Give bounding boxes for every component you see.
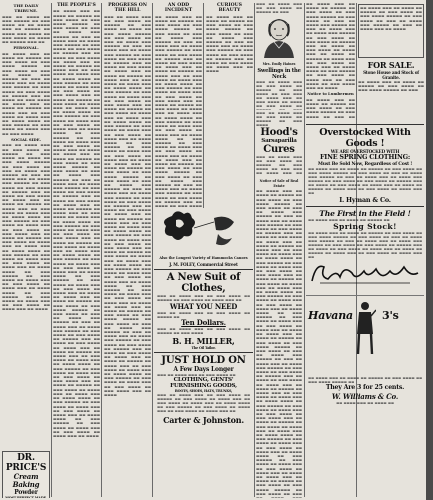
what-you-need-body: ▬▬▬ ▬▬ ▬▬▬▬ ▬▬▬ ▬▬ ▬▬▬ ▬▬▬▬ ▬▬ ▬▬▬▬▬ ▬▬: [157, 310, 250, 319]
notice-text: ▬▬ ▬▬▬▬ ▬▬▬ ▬▬ ▬▬▬▬ ▬▬ ▬▬▬▬▬ ▬▬ ▬▬▬ ▬▬▬▬ ▬▬ ▬▬▬ ▬▬▬▬ ▬▬▬▬▬ ▬▬ ▬▬▬ ▬▬▬▬ ▬▬ ▬▬▬ ▬▬ ▬▬▬▬ ▬▬▬ ▬▬▬▬▬ ▬▬ ▬▬▬ ▬▬ ▬▬▬▬ ▬▬▬ ▬▬ ▬▬▬▬ ▬▬▬ ▬▬▬▬▬ ▬▬ ▬▬▬ ▬▬▬▬ ▬▬ ▬▬▬ ▬▬▬▬ ▬▬ ▬▬▬▬▬ ▬▬▬ ▬▬ ▬▬▬▬ ▬▬ ▬▬▬ ▬▬▬▬ ▬▬ ▬▬▬▬ ▬▬▬ ▬▬ ▬▬▬▬ ▬▬ ▬▬▬▬▬ ▬▬ ▬▬▬▬ ▬▬▬ ▬▬ ▬▬▬ ▬▬▬▬ ▬▬ ▬▬▬▬ ▬▬▬ ▬▬ ▬▬▬▬ ▬▬▬▬ ▬▬ ▬▬▬ ▬▬▬▬▬ ▬▬ ▬▬▬ ▬▬▬▬ ▬▬ ▬▬▬▬ ▬▬▬ ▬▬ ▬▬▬ ▬▬▬▬ ▬▬ ▬▬▬ ▬▬▬▬ ▬▬▬ ▬▬ ▬▬▬▬ ▬▬ ▬▬▬▬▬ ▬▬ ▬▬▬ ▬▬▬▬ ▬▬ ▬▬▬▬ ▬▬▬ ▬▬ ▬▬▬▬ ▬▬▬ ▬▬ ▬▬▬▬ ▬▬▬▬ ▬▬ ▬▬▬ ▬▬▬▬▬ ▬▬ ▬▬▬ ▬▬▬▬ ▬▬ ▬▬▬▬ ▬▬▬ ▬▬ ▬▬▬ ▬▬▬▬ ▬▬ ▬▬▬▬ ▬▬▬ ▬▬ ▬▬▬▬ ▬▬▬▬ ▬▬ ▬▬▬ ▬▬▬▬▬ ▬▬ ▬▬▬ ▬▬▬▬ ▬▬ ▬▬▬▬ ▬▬▬ ▬▬ ▬▬▬ ▬▬▬▬ ▬▬ ▬▬▬▬ ▬▬▬ ▬▬ ▬▬▬▬ ▬▬ ▬▬▬▬ ▬▬▬ ▬▬ ▬▬▬▬ ▬▬ ▬▬▬▬▬ ▬▬ ▬▬▬ ▬▬▬▬ ▬▬ ▬▬▬ ▬▬▬▬ ▬▬▬▬▬ ▬▬ ▬▬▬ ▬▬▬▬ ▬▬ ▬▬▬ ▬▬ ▬▬▬▬ ▬▬▬ ▬▬▬▬▬ ▬▬ ▬▬▬ ▬▬ ▬▬▬▬ ▬▬▬ ▬▬ ▬▬▬▬ ▬▬▬ ▬▬▬▬▬ ▬▬ ▬▬▬ ▬▬▬▬ ▬▬ ▬▬▬ ▬▬▬▬ ▬▬ ▬▬▬▬▬ ▬▬▬ ▬▬ ▬▬▬▬ ▬▬ ▬▬▬ ▬▬▬▬ ▬▬ ▬▬▬▬ ▬▬▬ ▬▬ ▬▬▬▬ ▬▬ ▬▬▬▬▬ ▬▬ ▬▬▬▬ ▬▬▬ ▬▬ ▬▬▬ ▬▬▬▬ ▬▬ ▬▬▬▬ ▬▬▬ ▬▬ ▬▬▬▬ ▬▬▬▬ ▬▬ ▬▬▬ ▬▬▬▬▬ ▬▬ ▬▬▬ ▬▬▬▬ ▬▬ ▬▬▬▬ ▬▬▬ ▬▬ ▬▬▬ ▬▬▬▬ ▬▬ ▬▬▬ ▬▬▬▬ ▬▬▬ ▬▬ ▬▬▬▬ ▬▬ ▬▬▬▬▬ ▬▬ ▬▬▬ ▬▬▬▬ ▬▬ ▬▬▬▬ ▬▬▬ ▬▬ ▬▬▬▬ ▬▬▬ ▬▬ ▬▬▬▬ ▬▬▬▬ ▬▬ ▬▬▬ ▬▬▬▬▬ ▬▬ ▬▬▬ ▬▬▬▬ ▬▬ ▬▬▬▬ ▬▬▬ ▬▬ ▬▬▬ ▬▬▬▬ ▬▬ ▬▬▬▬ ▬▬▬ ▬▬ ▬▬▬▬ ▬▬▬▬ ▬▬ ▬▬▬ ▬▬▬▬▬ ▬▬ ▬▬▬ ▬▬▬▬ ▬▬ ▬▬▬▬ ▬▬▬ ▬▬ ▬▬▬ ▬▬▬▬ ▬▬ ▬▬▬▬ ▬▬▬ ▬▬ ▬▬▬▬ ▬▬ ▬▬▬▬ ▬▬▬ ▬▬ ▬▬▬▬ ▬▬ ▬▬▬▬▬ ▬▬ ▬▬▬ ▬▬▬▬ ▬▬ ▬▬▬ ▬▬▬▬ ▬▬▬▬▬ ▬▬ ▬▬▬ ▬▬▬▬ ▬▬ ▬▬▬: [256, 189, 302, 496]
column-5-title: CURIOUS BEAUTY: [217, 3, 242, 14]
portrait-ad-body: ▬▬▬ ▬▬ ▬▬▬▬ ▬▬▬ ▬▬ ▬▬▬ ▬▬▬▬ ▬▬ ▬▬▬▬▬ ▬▬ ▬▬▬ ▬▬▬▬ ▬▬ ▬▬▬ ▬▬▬ ▬▬ ▬▬▬▬ ▬▬▬ ▬▬ ▬▬▬ ▬▬▬▬ ▬▬ ▬▬▬▬ ▬▬ ▬▬▬ ▬▬▬▬ ▬▬ ▬▬▬▬▬ ▬▬ ▬▬▬: [256, 79, 302, 110]
column-1-text-lower: ▬▬▬ ▬▬ ▬▬▬▬ ▬▬▬ ▬▬ ▬▬▬ ▬▬▬▬ ▬▬ ▬▬▬▬▬ ▬▬ ▬▬▬ ▬▬▬▬ ▬▬ ▬▬▬▬ ▬▬ ▬▬▬ ▬▬▬▬ ▬▬▬▬▬ ▬▬ ▬▬▬ ▬▬▬▬ ▬▬ ▬▬▬ ▬▬ ▬▬▬▬ ▬▬▬ ▬▬▬▬▬ ▬▬ ▬▬▬ ▬▬ ▬▬▬▬ ▬▬▬ ▬▬ ▬▬▬▬ ▬▬▬ ▬▬▬▬▬ ▬▬ ▬▬▬ ▬▬▬▬ ▬▬ ▬▬▬ ▬▬▬▬ ▬▬ ▬▬▬▬▬ ▬▬▬ ▬▬ ▬▬▬▬ ▬▬ ▬▬▬ ▬▬▬▬ ▬▬ ▬▬▬▬ ▬▬▬ ▬▬ ▬▬▬▬ ▬▬ ▬▬▬▬▬ ▬▬ ▬▬▬▬ ▬▬▬ ▬▬ ▬▬▬ ▬▬▬▬ ▬▬ ▬▬▬▬ ▬▬▬ ▬▬ ▬▬▬▬ ▬▬▬▬ ▬▬ ▬▬▬ ▬▬▬▬▬ ▬▬ ▬▬▬ ▬▬▬▬ ▬▬ ▬▬▬▬ ▬▬▬ ▬▬ ▬▬▬ ▬▬▬▬ ▬▬ ▬▬▬ ▬▬▬▬ ▬▬▬ ▬▬ ▬▬▬▬ ▬▬ ▬▬▬▬▬ ▬▬ ▬▬▬ ▬▬▬▬ ▬▬ ▬▬▬▬ ▬▬▬ ▬▬ ▬▬▬▬ ▬▬▬ ▬▬ ▬▬▬▬ ▬▬▬▬ ▬▬ ▬▬▬ ▬▬▬▬▬ ▬▬ ▬▬▬ ▬▬▬▬ ▬▬ ▬▬▬▬ ▬▬▬ ▬▬ ▬▬▬ ▬▬▬▬ ▬▬ ▬▬▬▬ ▬▬▬ ▬▬ ▬▬▬▬ ▬▬▬▬ ▬▬ ▬▬▬ ▬▬▬▬▬ ▬▬ ▬▬▬ ▬▬▬▬ ▬▬ ▬▬▬▬ ▬▬▬ ▬▬ ▬▬▬ ▬▬▬▬ ▬▬ ▬▬▬▬ ▬▬▬ ▬▬ ▬▬▬▬ ▬▬▬▬ ▬▬ ▬▬▬ ▬▬▬▬▬ ▬▬ ▬▬▬ ▬▬▬▬ ▬▬ ▬▬▬▬ ▬▬▬ ▬▬ ▬▬▬ ▬▬▬▬ ▬▬ ▬▬▬▬ ▬▬▬ ▬▬ ▬▬▬▬: [2, 143, 50, 312]
divider: [154, 269, 253, 270]
miller-name: B. H. MILLER,: [172, 335, 235, 346]
must-be-sold: Must Be Sold Now, Regardless of Cost !: [317, 161, 413, 167]
hoods-ad: [254, 111, 304, 175]
ten-dollars: Ten Dollars.: [181, 317, 226, 327]
right-ads: [306, 122, 424, 494]
havana-word: Havana: [308, 309, 353, 323]
portrait-ad: [254, 2, 304, 110]
stone-house-ad: [358, 4, 424, 58]
hoods-sarsaparilla: Sarsaparilla: [261, 138, 297, 144]
overstocked-sub: WE ARE OVERSTOCKED WITH: [330, 149, 400, 154]
stone-text: ▬▬ ▬▬▬▬ ▬▬▬ ▬▬ ▬▬▬▬ ▬▬ ▬▬▬▬▬ ▬▬ ▬▬▬ ▬▬▬▬ ▬▬ ▬▬▬ ▬▬▬▬ ▬▬▬▬▬ ▬▬ ▬▬▬: [358, 80, 424, 93]
social-heading: SOCIAL SIDE.: [11, 136, 41, 142]
stone-intro: ▬▬ ▬▬▬▬ ▬▬▬ ▬▬ ▬▬▬▬ ▬▬ ▬▬▬▬▬ ▬▬ ▬▬▬ ▬▬▬▬ ▬▬ ▬▬▬ ▬▬▬▬ ▬▬▬▬▬ ▬▬ ▬▬▬ ▬▬▬▬ ▬▬ ▬▬▬ ▬▬ ▬▬▬▬ ▬▬▬ ▬▬▬▬▬ ▬▬ ▬▬▬ ▬▬ ▬▬▬▬ ▬▬▬ ▬▬ ▬▬▬▬: [360, 6, 422, 32]
divider: [306, 124, 424, 125]
column-3-title: PROGRESS ON THE HILL: [108, 3, 147, 14]
clothing-sub: BOOTS, SHOES, HATS, TRUNKS,: [174, 389, 233, 394]
hyman-name: I. Hyman & Co.: [339, 196, 391, 205]
divider: [154, 352, 253, 353]
column-rule: [101, 3, 102, 497]
column-5: [206, 2, 253, 208]
spring-stock: Spring Stock!: [333, 222, 397, 232]
ad-brand-line3: Powder: [14, 489, 38, 496]
havana-ad: [306, 298, 424, 376]
hold-on-headline: JUST HOLD ON: [161, 354, 246, 366]
hoods-title: Hood's: [260, 127, 298, 138]
carter-johnston: Carter & Johnston.: [163, 415, 244, 426]
hold-on-intro: ▬▬▬ ▬▬ ▬▬▬▬ ▬▬▬ ▬▬ ▬▬▬ ▬▬▬▬ ▬▬: [157, 372, 236, 377]
first-in-field: The First in the Field !: [319, 209, 411, 219]
column-3: [104, 2, 151, 498]
column-1: [2, 2, 50, 498]
new-suit-headline: A New Suit of Clothes,: [166, 271, 241, 294]
personal-heading: PERSONAL.: [13, 45, 39, 51]
column-rule: [304, 3, 305, 497]
williams-address: ▬▬ ▬▬▬▬ ▬▬▬ ▬▬ ▬▬▬▬ ▬▬: [336, 400, 394, 405]
column-6-text: ▬▬ ▬▬▬▬ ▬▬▬ ▬▬ ▬▬▬▬ ▬▬ ▬▬▬▬▬ ▬▬ ▬▬▬ ▬▬▬▬ ▬▬ ▬▬▬ ▬▬▬▬ ▬▬▬▬▬ ▬▬ ▬▬▬ ▬▬▬▬ ▬▬ ▬▬▬ ▬▬ ▬▬▬▬ ▬▬▬ ▬▬▬▬▬ ▬▬ ▬▬▬ ▬▬ ▬▬▬▬ ▬▬▬ ▬▬ ▬▬▬▬ ▬▬▬ ▬▬▬▬▬ ▬▬ ▬▬▬ ▬▬▬▬ ▬▬ ▬▬▬ ▬▬▬▬ ▬▬ ▬▬▬▬▬ ▬▬▬ ▬▬ ▬▬▬▬ ▬▬ ▬▬▬ ▬▬▬▬ ▬▬ ▬▬▬▬ ▬▬▬ ▬▬ ▬▬▬▬ ▬▬ ▬▬▬▬▬ ▬▬ ▬▬▬▬ ▬▬▬ ▬▬ ▬▬▬ ▬▬▬▬ ▬▬ ▬▬▬▬ ▬▬▬ ▬▬ ▬▬▬▬ ▬▬▬▬ ▬▬ ▬▬▬ ▬▬▬▬▬ ▬▬ ▬▬▬ ▬▬▬▬ ▬▬ ▬▬▬▬ ▬▬▬ ▬▬ ▬▬▬ ▬▬▬▬ ▬▬ ▬▬▬ ▬▬▬▬ ▬▬▬ ▬▬ ▬▬▬▬: [306, 2, 355, 91]
notice-column: [256, 177, 302, 498]
hoods-cures: Cures: [263, 144, 295, 156]
hoods-intro: ▬▬▬ ▬▬ ▬▬▬▬ ▬▬▬ ▬▬ ▬▬▬ ▬▬▬▬ ▬▬ ▬▬▬▬▬ ▬▬ ▬▬▬ ▬▬▬▬: [256, 111, 302, 127]
man-figure-illustration: [354, 300, 376, 356]
hold-on-body: ▬▬▬ ▬▬ ▬▬▬▬ ▬▬▬ ▬▬ ▬▬▬ ▬▬▬▬ ▬▬ ▬▬▬▬▬ ▬▬ ▬▬▬ ▬▬▬▬ ▬▬ ▬▬▬▬ ▬▬▬ ▬▬ ▬▬▬ ▬▬▬▬ ▬▬ ▬▬▬▬ ▬▬▬ ▬▬ ▬▬▬▬ ▬▬▬▬ ▬▬ ▬▬▬ ▬▬▬▬▬ ▬▬ ▬▬▬ ▬▬▬▬ ▬▬ ▬▬▬▬ ▬▬▬ ▬▬ ▬▬▬ ▬▬▬▬ ▬▬ ▬▬▬▬ ▬▬▬ ▬▬: [157, 393, 250, 414]
havana-body: ▬▬ ▬▬▬▬ ▬▬▬ ▬▬ ▬▬▬▬ ▬▬ ▬▬▬▬▬ ▬▬ ▬▬▬ ▬▬▬▬ ▬▬ ▬▬▬ ▬▬▬▬ ▬▬▬▬▬ ▬▬: [308, 376, 422, 385]
hammock-ad-illustration: [154, 208, 253, 250]
column-rule: [51, 3, 52, 497]
overstocked-headline: Overstocked With Goods !: [319, 127, 411, 149]
column-4-text: ▬▬ ▬▬▬▬ ▬▬▬ ▬▬ ▬▬▬▬ ▬▬ ▬▬▬▬▬ ▬▬ ▬▬▬ ▬▬▬▬ ▬▬ ▬▬▬ ▬▬▬▬ ▬▬▬▬▬ ▬▬ ▬▬▬ ▬▬▬▬ ▬▬ ▬▬▬ ▬▬ ▬▬▬▬ ▬▬▬ ▬▬▬▬▬ ▬▬ ▬▬▬ ▬▬ ▬▬▬▬ ▬▬▬ ▬▬ ▬▬▬▬ ▬▬▬ ▬▬▬▬▬ ▬▬ ▬▬▬ ▬▬▬▬ ▬▬ ▬▬▬ ▬▬▬▬ ▬▬ ▬▬▬▬▬ ▬▬▬ ▬▬ ▬▬▬▬ ▬▬ ▬▬▬ ▬▬▬▬ ▬▬ ▬▬▬▬ ▬▬▬ ▬▬ ▬▬▬▬ ▬▬ ▬▬▬▬▬ ▬▬ ▬▬▬▬ ▬▬▬ ▬▬ ▬▬▬ ▬▬▬▬ ▬▬ ▬▬▬▬ ▬▬▬ ▬▬ ▬▬▬▬ ▬▬▬▬ ▬▬ ▬▬▬ ▬▬▬▬▬ ▬▬ ▬▬▬ ▬▬▬▬ ▬▬ ▬▬▬▬ ▬▬▬ ▬▬ ▬▬▬ ▬▬▬▬ ▬▬ ▬▬▬ ▬▬▬▬ ▬▬▬ ▬▬ ▬▬▬▬ ▬▬ ▬▬▬▬▬ ▬▬ ▬▬▬ ▬▬▬▬ ▬▬ ▬▬▬▬ ▬▬▬ ▬▬ ▬▬▬▬ ▬▬▬ ▬▬ ▬▬▬▬ ▬▬▬▬ ▬▬ ▬▬▬ ▬▬▬▬▬ ▬▬ ▬▬▬ ▬▬▬▬ ▬▬ ▬▬▬▬ ▬▬▬ ▬▬ ▬▬▬ ▬▬▬▬ ▬▬ ▬▬▬▬ ▬▬▬ ▬▬ ▬▬▬▬ ▬▬▬▬ ▬▬ ▬▬▬ ▬▬▬▬▬ ▬▬ ▬▬▬ ▬▬▬▬ ▬▬ ▬▬▬▬ ▬▬▬ ▬▬ ▬▬▬ ▬▬▬▬ ▬▬ ▬▬▬▬ ▬▬▬ ▬▬ ▬▬▬▬ ▬▬ ▬▬▬▬ ▬▬▬ ▬▬ ▬▬▬▬ ▬▬ ▬▬▬▬▬ ▬▬ ▬▬▬ ▬▬▬▬ ▬▬ ▬▬▬ ▬▬▬▬ ▬▬▬▬▬ ▬▬ ▬▬▬ ▬▬▬▬ ▬▬ ▬▬▬ ▬▬ ▬▬▬▬ ▬▬▬ ▬▬▬▬▬ ▬▬ ▬▬▬ ▬▬ ▬▬▬▬ ▬▬▬ ▬▬ ▬▬▬▬ ▬▬▬ ▬▬▬▬▬ ▬▬ ▬▬▬ ▬▬▬▬ ▬▬ ▬▬▬ ▬▬▬▬ ▬▬ ▬▬▬▬▬ ▬▬▬ ▬▬ ▬▬▬▬ ▬▬ ▬▬▬ ▬▬▬▬: [155, 14, 202, 208]
column-2-title: THE PEOPLE'S: [57, 3, 96, 8]
column-6: [306, 2, 355, 120]
williams-co: W. Williams & Co.: [331, 391, 399, 401]
divider: [306, 206, 424, 207]
stone-house: Stone House and Stock of Granite.: [363, 70, 419, 80]
overstocked-body: ▬▬ ▬▬▬▬ ▬▬▬ ▬▬ ▬▬▬▬ ▬▬ ▬▬▬▬▬ ▬▬ ▬▬▬ ▬▬▬▬ ▬▬ ▬▬▬ ▬▬▬▬ ▬▬▬▬▬ ▬▬ ▬▬▬ ▬▬▬▬ ▬▬ ▬▬▬ ▬▬ ▬▬▬▬ ▬▬▬ ▬▬▬▬▬ ▬▬ ▬▬▬ ▬▬ ▬▬▬▬ ▬▬▬ ▬▬ ▬▬▬▬ ▬▬▬ ▬▬▬▬▬ ▬▬ ▬▬▬ ▬▬▬▬ ▬▬ ▬▬▬ ▬▬▬▬ ▬▬ ▬▬▬▬▬ ▬▬▬ ▬▬ ▬▬▬▬ ▬▬ ▬▬▬ ▬▬▬▬ ▬▬ ▬▬▬▬ ▬▬▬ ▬▬ ▬▬▬▬ ▬▬ ▬▬▬▬▬ ▬▬ ▬▬▬▬ ▬▬▬ ▬▬ ▬▬▬ ▬▬▬▬ ▬▬ ▬▬▬▬ ▬▬▬ ▬▬: [308, 167, 422, 196]
spring-stock-body: ▬▬ ▬▬▬▬ ▬▬▬ ▬▬ ▬▬▬▬ ▬▬ ▬▬▬▬▬ ▬▬ ▬▬▬ ▬▬▬▬ ▬▬ ▬▬▬ ▬▬▬▬ ▬▬▬▬▬ ▬▬ ▬▬▬ ▬▬▬▬ ▬▬ ▬▬▬ ▬▬ ▬▬▬▬ ▬▬▬ ▬▬▬▬▬ ▬▬ ▬▬▬ ▬▬ ▬▬▬▬ ▬▬▬ ▬▬ ▬▬▬▬ ▬▬▬ ▬▬▬▬▬ ▬▬ ▬▬▬ ▬▬▬▬ ▬▬ ▬▬▬ ▬▬▬▬ ▬▬ ▬▬▬▬▬ ▬▬▬ ▬▬ ▬▬▬▬ ▬▬ ▬▬▬ ▬▬▬▬ ▬▬ ▬▬▬▬ ▬▬▬ ▬▬ ▬▬▬▬ ▬▬ ▬▬▬▬▬ ▬▬ ▬▬▬▬ ▬▬▬ ▬▬ ▬▬▬ ▬▬▬▬ ▬▬ ▬▬▬▬ ▬▬▬ ▬▬: [308, 231, 422, 260]
spring-clothing: FINE SPRING CLOTHING:: [319, 153, 411, 161]
lumbermen-heading: Notice to Lumbermen: [307, 91, 354, 97]
merchant-signature: [306, 259, 424, 289]
hammock-line: Also the Longest Variety of Hammocks Canoes: [159, 256, 248, 260]
ad-brand-line2: Cream Baking: [12, 472, 40, 489]
ten-dollars-body: ▬▬▬ ▬▬ ▬▬▬▬ ▬▬▬ ▬▬ ▬▬▬ ▬▬▬▬ ▬▬ ▬▬▬▬▬ ▬▬ ▬▬▬ ▬▬▬▬: [157, 326, 250, 335]
notice-heading: Notice of Sale of Real Estate: [259, 179, 299, 188]
new-suit-body: ▬▬▬ ▬▬ ▬▬▬▬ ▬▬▬ ▬▬ ▬▬▬ ▬▬▬▬ ▬▬ ▬▬▬▬▬ ▬▬ ▬▬▬ ▬▬▬▬ ▬▬ ▬▬▬▬ ▬▬▬ ▬▬: [157, 293, 250, 302]
column-1-text-top: ▬▬▬ ▬▬ ▬▬▬▬ ▬▬ ▬▬▬ ▬▬▬▬▬ ▬▬ ▬▬▬ ▬▬▬▬ ▬▬ ▬▬ ▬▬▬▬ ▬▬▬ ▬▬ ▬▬▬▬▬ ▬▬ ▬▬▬▬ ▬▬▬ ▬▬▬▬ ▬▬ ▬▬▬ ▬▬▬▬ ▬▬ ▬▬▬▬ ▬▬ ▬▬▬▬▬ ▬▬▬ ▬▬: [2, 14, 50, 45]
foley-line: J. M. FOLEY, Commercial Street: [169, 261, 238, 267]
what-you-need: WHAT YOU NEED: [169, 301, 238, 311]
portrait-ad-intro: ▬▬▬ ▬▬ ▬▬▬▬ ▬▬▬ ▬▬ ▬▬▬ ▬▬▬▬ ▬▬ ▬▬▬▬▬ ▬▬ ▬▬▬: [256, 2, 302, 14]
dr-prices-ad: [2, 451, 50, 498]
clothing-line: CLOTHING, GENTS' FURNISHING GOODS,: [170, 376, 237, 389]
column-2: [53, 2, 100, 498]
column-rule: [152, 3, 153, 497]
miller-sub: The Oil Tailor.: [191, 345, 216, 350]
lumbermen-text: ▬▬ ▬▬▬▬ ▬▬▬ ▬▬ ▬▬▬▬ ▬▬ ▬▬▬▬▬ ▬▬ ▬▬▬ ▬▬▬▬ ▬▬ ▬▬▬ ▬▬▬▬ ▬▬▬▬▬ ▬▬ ▬▬▬ ▬▬▬▬ ▬▬ ▬▬▬ ▬▬: [306, 97, 355, 119]
column-5-text-top: ▬▬ ▬▬▬▬ ▬▬▬ ▬▬ ▬▬▬▬ ▬▬ ▬▬▬▬▬ ▬▬ ▬▬▬ ▬▬▬▬ ▬▬ ▬▬▬ ▬▬▬▬ ▬▬▬▬▬ ▬▬ ▬▬▬ ▬▬▬▬ ▬▬ ▬▬▬ ▬▬ ▬▬▬▬ ▬▬▬ ▬▬▬▬▬ ▬▬ ▬▬▬ ▬▬ ▬▬▬▬ ▬▬▬ ▬▬ ▬▬▬▬ ▬▬▬ ▬▬▬▬▬ ▬▬ ▬▬▬ ▬▬▬▬ ▬▬ ▬▬▬ ▬▬▬▬ ▬▬ ▬▬▬▬▬ ▬▬▬ ▬▬ ▬▬▬▬ ▬▬ ▬▬▬ ▬▬▬▬ ▬▬ ▬▬▬▬ ▬▬▬ ▬▬ ▬▬▬▬: [206, 14, 253, 74]
three-for-25: They Are 3 for 25 cents.: [325, 384, 405, 392]
column-2-text: ▬▬ ▬▬▬▬ ▬▬▬ ▬▬ ▬▬▬▬ ▬▬ ▬▬▬▬▬ ▬▬ ▬▬▬ ▬▬▬▬ ▬▬ ▬▬▬ ▬▬▬▬ ▬▬▬▬▬ ▬▬ ▬▬▬ ▬▬▬▬ ▬▬ ▬▬▬ ▬▬ ▬▬▬▬ ▬▬▬ ▬▬▬▬▬ ▬▬ ▬▬▬ ▬▬ ▬▬▬▬ ▬▬▬ ▬▬ ▬▬▬▬ ▬▬▬ ▬▬▬▬▬ ▬▬ ▬▬▬ ▬▬▬▬ ▬▬ ▬▬▬ ▬▬▬▬ ▬▬ ▬▬▬▬▬ ▬▬▬ ▬▬ ▬▬▬▬ ▬▬ ▬▬▬ ▬▬▬▬ ▬▬ ▬▬▬▬ ▬▬▬ ▬▬ ▬▬▬▬ ▬▬ ▬▬▬▬▬ ▬▬ ▬▬▬▬ ▬▬▬ ▬▬ ▬▬▬ ▬▬▬▬ ▬▬ ▬▬▬▬ ▬▬▬ ▬▬ ▬▬▬▬ ▬▬▬▬ ▬▬ ▬▬▬ ▬▬▬▬▬ ▬▬ ▬▬▬ ▬▬▬▬ ▬▬ ▬▬▬▬ ▬▬▬ ▬▬ ▬▬▬ ▬▬▬▬ ▬▬ ▬▬▬ ▬▬▬▬ ▬▬▬ ▬▬ ▬▬▬▬ ▬▬ ▬▬▬▬▬ ▬▬ ▬▬▬ ▬▬▬▬ ▬▬ ▬▬▬▬ ▬▬▬ ▬▬ ▬▬▬▬ ▬▬▬ ▬▬ ▬▬▬▬ ▬▬▬▬ ▬▬ ▬▬▬ ▬▬▬▬▬ ▬▬ ▬▬▬ ▬▬▬▬ ▬▬ ▬▬▬▬ ▬▬▬ ▬▬ ▬▬▬ ▬▬▬▬ ▬▬ ▬▬▬▬ ▬▬▬ ▬▬ ▬▬▬▬ ▬▬▬▬ ▬▬ ▬▬▬ ▬▬▬▬▬ ▬▬ ▬▬▬ ▬▬▬▬ ▬▬ ▬▬▬▬ ▬▬▬ ▬▬ ▬▬▬ ▬▬▬▬ ▬▬ ▬▬▬▬ ▬▬▬ ▬▬ ▬▬▬▬ ▬▬ ▬▬▬▬ ▬▬▬ ▬▬ ▬▬▬▬ ▬▬ ▬▬▬▬▬ ▬▬ ▬▬▬ ▬▬▬▬ ▬▬ ▬▬▬ ▬▬▬▬ ▬▬▬▬▬ ▬▬ ▬▬▬ ▬▬▬▬ ▬▬ ▬▬▬ ▬▬ ▬▬▬▬ ▬▬▬ ▬▬▬▬▬ ▬▬ ▬▬▬ ▬▬ ▬▬▬▬ ▬▬▬ ▬▬ ▬▬▬▬ ▬▬▬ ▬▬▬▬▬ ▬▬ ▬▬▬ ▬▬▬▬ ▬▬ ▬▬▬ ▬▬▬▬ ▬▬ ▬▬▬▬▬ ▬▬▬ ▬▬ ▬▬▬▬ ▬▬ ▬▬▬ ▬▬▬▬ ▬▬ ▬▬▬▬ ▬▬▬ ▬▬ ▬▬▬▬ ▬▬ ▬▬▬▬▬ ▬▬ ▬▬▬▬ ▬▬▬ ▬▬ ▬▬▬ ▬▬▬▬ ▬▬ ▬▬▬▬ ▬▬▬ ▬▬ ▬▬▬▬ ▬▬▬▬ ▬▬ ▬▬▬ ▬▬▬▬▬ ▬▬ ▬▬▬ ▬▬▬▬ ▬▬ ▬▬▬▬ ▬▬▬ ▬▬ ▬▬▬ ▬▬▬▬ ▬▬ ▬▬▬ ▬▬▬▬ ▬▬▬ ▬▬ ▬▬▬▬ ▬▬ ▬▬▬▬▬ ▬▬ ▬▬▬ ▬▬▬▬ ▬▬ ▬▬▬▬ ▬▬▬ ▬▬ ▬▬▬▬ ▬▬▬ ▬▬ ▬▬▬▬ ▬▬▬▬ ▬▬ ▬▬▬ ▬▬▬▬▬ ▬▬ ▬▬▬ ▬▬▬▬ ▬▬ ▬▬▬▬ ▬▬▬ ▬▬ ▬▬▬ ▬▬▬▬ ▬▬ ▬▬▬▬ ▬▬▬ ▬▬ ▬▬▬▬ ▬▬▬▬ ▬▬ ▬▬▬ ▬▬▬▬▬ ▬▬ ▬▬▬ ▬▬▬▬ ▬▬ ▬▬▬▬ ▬▬▬ ▬▬ ▬▬▬ ▬▬▬▬ ▬▬ ▬▬▬▬ ▬▬▬ ▬▬ ▬▬▬▬ ▬▬ ▬▬▬▬ ▬▬▬ ▬▬ ▬▬▬▬ ▬▬ ▬▬▬▬▬ ▬▬ ▬▬▬ ▬▬▬▬ ▬▬ ▬▬▬ ▬▬▬▬ ▬▬▬▬▬ ▬▬ ▬▬▬ ▬▬▬▬ ▬▬ ▬▬▬ ▬▬ ▬▬▬▬ ▬▬▬ ▬▬▬▬▬ ▬▬ ▬▬▬ ▬▬ ▬▬▬▬ ▬▬▬ ▬▬ ▬▬▬▬ ▬▬▬ ▬▬▬▬▬ ▬▬ ▬▬▬ ▬▬▬▬ ▬▬ ▬▬▬ ▬▬▬▬ ▬▬ ▬▬▬▬▬ ▬▬▬ ▬▬ ▬▬▬▬ ▬▬ ▬▬▬ ▬▬▬▬ ▬▬ ▬▬▬▬ ▬▬▬ ▬▬ ▬▬▬▬ ▬▬ ▬▬▬▬▬ ▬▬ ▬▬▬▬ ▬▬▬ ▬▬ ▬▬▬ ▬▬▬▬ ▬▬ ▬▬▬▬ ▬▬▬ ▬▬ ▬▬▬▬ ▬▬▬▬ ▬▬ ▬▬▬ ▬▬▬▬▬ ▬▬ ▬▬▬ ▬▬▬▬ ▬▬ ▬▬▬▬ ▬▬▬ ▬▬ ▬▬▬ ▬▬▬▬ ▬▬ ▬▬▬ ▬▬▬▬ ▬▬▬ ▬▬ ▬▬▬▬ ▬▬ ▬▬▬▬▬ ▬▬ ▬▬▬ ▬▬▬▬ ▬▬ ▬▬▬▬ ▬▬▬ ▬▬ ▬▬▬▬ ▬▬▬ ▬▬ ▬▬▬▬ ▬▬▬▬ ▬▬ ▬▬▬ ▬▬▬▬▬ ▬▬ ▬▬▬ ▬▬▬▬ ▬▬ ▬▬▬▬ ▬▬▬ ▬▬ ▬▬▬ ▬▬▬▬ ▬▬ ▬▬▬▬ ▬▬▬ ▬▬ ▬▬▬▬ ▬▬▬▬ ▬▬ ▬▬▬ ▬▬▬▬▬ ▬▬ ▬▬▬ ▬▬▬▬ ▬▬ ▬▬▬▬ ▬▬▬ ▬▬ ▬▬▬ ▬▬▬▬ ▬▬ ▬▬▬▬ ▬▬▬ ▬▬ ▬▬▬▬: [53, 9, 100, 438]
column-7: [358, 2, 424, 120]
divider: [306, 295, 424, 296]
woman-portrait-illustration: [254, 14, 304, 58]
page-edge-shadow: [426, 0, 433, 500]
masthead-title: THE DAILY TRIBUNE.: [13, 3, 39, 14]
first-in-field-intro: ▬▬ ▬▬▬▬ ▬▬▬ ▬▬ ▬▬▬▬ ▬▬ ▬▬▬▬▬ ▬▬: [308, 218, 390, 223]
portrait-caption: Mrs. Emily Haines: [262, 62, 296, 66]
column-1-text-mid: ▬▬ ▬▬▬▬ ▬▬▬ ▬▬ ▬▬▬▬ ▬▬ ▬▬▬▬▬ ▬▬ ▬▬▬ ▬▬▬▬ ▬▬ ▬▬▬ ▬▬▬▬ ▬▬▬▬▬ ▬▬ ▬▬▬ ▬▬▬▬ ▬▬ ▬▬▬ ▬▬ ▬▬▬▬ ▬▬▬ ▬▬▬▬▬ ▬▬ ▬▬▬ ▬▬ ▬▬▬▬ ▬▬▬ ▬▬ ▬▬▬▬ ▬▬▬ ▬▬▬▬▬ ▬▬ ▬▬▬ ▬▬▬▬ ▬▬ ▬▬▬ ▬▬▬▬ ▬▬ ▬▬▬▬▬ ▬▬▬ ▬▬ ▬▬▬▬ ▬▬ ▬▬▬ ▬▬▬▬ ▬▬ ▬▬▬▬ ▬▬▬ ▬▬ ▬▬▬▬ ▬▬ ▬▬▬▬▬ ▬▬ ▬▬▬▬ ▬▬▬ ▬▬ ▬▬▬ ▬▬▬▬ ▬▬ ▬▬▬▬ ▬▬▬ ▬▬ ▬▬▬▬ ▬▬▬▬ ▬▬ ▬▬▬ ▬▬▬▬▬ ▬▬ ▬▬▬ ▬▬▬▬ ▬▬ ▬▬▬▬ ▬▬▬ ▬▬ ▬▬▬ ▬▬▬▬: [2, 51, 50, 136]
havana-3s: 3's: [382, 309, 399, 323]
column-3-text: ▬▬▬ ▬▬ ▬▬▬▬ ▬▬▬ ▬▬ ▬▬▬ ▬▬▬▬ ▬▬ ▬▬▬▬▬ ▬▬ ▬▬▬ ▬▬▬▬ ▬▬ ▬▬▬▬ ▬▬ ▬▬▬ ▬▬▬▬ ▬▬▬▬▬ ▬▬ ▬▬▬ ▬▬▬▬ ▬▬ ▬▬▬ ▬▬ ▬▬▬▬ ▬▬▬ ▬▬▬▬▬ ▬▬ ▬▬▬ ▬▬ ▬▬▬▬ ▬▬▬ ▬▬ ▬▬▬▬ ▬▬▬ ▬▬▬▬▬ ▬▬ ▬▬▬ ▬▬▬▬ ▬▬ ▬▬▬ ▬▬▬▬ ▬▬ ▬▬▬▬▬ ▬▬▬ ▬▬ ▬▬▬▬ ▬▬ ▬▬▬ ▬▬▬▬ ▬▬ ▬▬▬▬ ▬▬▬ ▬▬ ▬▬▬▬ ▬▬ ▬▬▬▬▬ ▬▬ ▬▬▬▬ ▬▬▬ ▬▬ ▬▬▬ ▬▬▬▬ ▬▬ ▬▬▬▬ ▬▬▬ ▬▬ ▬▬▬▬ ▬▬▬▬ ▬▬ ▬▬▬ ▬▬▬▬▬ ▬▬ ▬▬▬ ▬▬▬▬ ▬▬ ▬▬▬▬ ▬▬▬ ▬▬ ▬▬▬ ▬▬▬▬ ▬▬ ▬▬▬ ▬▬▬▬ ▬▬▬ ▬▬ ▬▬▬▬ ▬▬ ▬▬▬▬▬ ▬▬ ▬▬▬ ▬▬▬▬ ▬▬ ▬▬▬▬ ▬▬▬ ▬▬ ▬▬▬▬ ▬▬▬ ▬▬ ▬▬▬▬ ▬▬▬▬ ▬▬ ▬▬▬ ▬▬▬▬▬ ▬▬ ▬▬▬ ▬▬▬▬ ▬▬ ▬▬▬▬ ▬▬▬ ▬▬ ▬▬▬ ▬▬▬▬ ▬▬ ▬▬▬▬ ▬▬▬ ▬▬ ▬▬▬▬ ▬▬▬▬ ▬▬ ▬▬▬ ▬▬▬▬▬ ▬▬ ▬▬▬ ▬▬▬▬ ▬▬ ▬▬▬▬ ▬▬▬ ▬▬ ▬▬▬ ▬▬▬▬ ▬▬ ▬▬▬▬ ▬▬▬ ▬▬ ▬▬▬▬ ▬▬ ▬▬▬▬ ▬▬▬ ▬▬ ▬▬▬▬ ▬▬ ▬▬▬▬▬ ▬▬ ▬▬▬ ▬▬▬▬ ▬▬ ▬▬▬ ▬▬▬▬ ▬▬▬▬▬ ▬▬ ▬▬▬ ▬▬▬▬ ▬▬ ▬▬▬ ▬▬ ▬▬▬▬ ▬▬▬ ▬▬▬▬▬ ▬▬ ▬▬▬ ▬▬ ▬▬▬▬ ▬▬▬ ▬▬ ▬▬▬▬ ▬▬▬ ▬▬▬▬▬ ▬▬ ▬▬▬ ▬▬▬▬ ▬▬ ▬▬▬ ▬▬▬▬ ▬▬ ▬▬▬▬▬ ▬▬▬ ▬▬ ▬▬▬▬ ▬▬ ▬▬▬ ▬▬▬▬ ▬▬ ▬▬▬▬ ▬▬▬ ▬▬ ▬▬▬▬ ▬▬ ▬▬▬▬▬ ▬▬ ▬▬▬▬ ▬▬▬ ▬▬ ▬▬▬ ▬▬▬▬ ▬▬ ▬▬▬▬ ▬▬▬ ▬▬ ▬▬▬▬ ▬▬▬▬ ▬▬ ▬▬▬ ▬▬▬▬▬ ▬▬ ▬▬▬ ▬▬▬▬ ▬▬ ▬▬▬▬ ▬▬▬ ▬▬ ▬▬▬ ▬▬▬▬ ▬▬ ▬▬▬ ▬▬▬▬ ▬▬▬ ▬▬ ▬▬▬▬ ▬▬ ▬▬▬▬▬ ▬▬ ▬▬▬ ▬▬▬▬ ▬▬ ▬▬▬▬ ▬▬▬ ▬▬ ▬▬▬▬ ▬▬▬ ▬▬ ▬▬▬▬ ▬▬▬▬ ▬▬ ▬▬▬ ▬▬▬▬▬ ▬▬ ▬▬▬ ▬▬▬▬ ▬▬ ▬▬▬▬ ▬▬▬ ▬▬ ▬▬▬ ▬▬▬▬ ▬▬ ▬▬▬▬ ▬▬▬ ▬▬ ▬▬▬▬ ▬▬▬▬ ▬▬ ▬▬▬ ▬▬▬▬▬ ▬▬ ▬▬▬ ▬▬▬▬ ▬▬ ▬▬▬▬ ▬▬▬ ▬▬ ▬▬▬ ▬▬▬▬ ▬▬ ▬▬▬▬ ▬▬▬ ▬▬ ▬▬▬▬ ▬▬ ▬▬▬▬ ▬▬▬ ▬▬ ▬▬▬▬ ▬▬ ▬▬▬▬▬ ▬▬ ▬▬▬ ▬▬▬▬ ▬▬ ▬▬▬ ▬▬▬▬ ▬▬▬▬▬ ▬▬ ▬▬▬ ▬▬▬▬ ▬▬ ▬▬▬ ▬▬ ▬▬▬▬ ▬▬▬ ▬▬▬▬▬ ▬▬ ▬▬▬ ▬▬ ▬▬▬▬ ▬▬▬ ▬▬ ▬▬▬▬ ▬▬▬ ▬▬▬▬▬ ▬▬ ▬▬▬ ▬▬▬▬ ▬▬ ▬▬▬ ▬▬▬▬ ▬▬ ▬▬▬▬▬ ▬▬▬ ▬▬ ▬▬▬▬ ▬▬ ▬▬▬ ▬▬▬▬ ▬▬ ▬▬▬▬ ▬▬▬ ▬▬ ▬▬▬▬ ▬▬ ▬▬▬▬▬ ▬▬ ▬▬▬▬ ▬▬▬ ▬▬ ▬▬▬ ▬▬▬▬ ▬▬ ▬▬▬▬ ▬▬▬ ▬▬ ▬▬▬▬ ▬▬▬▬ ▬▬ ▬▬▬ ▬▬▬▬▬ ▬▬ ▬▬▬ ▬▬▬▬ ▬▬ ▬▬▬▬ ▬▬▬ ▬▬ ▬▬▬ ▬▬▬▬ ▬▬ ▬▬▬ ▬▬▬▬ ▬▬▬ ▬▬ ▬▬▬▬: [104, 14, 151, 398]
center-ads: [154, 208, 253, 498]
few-days: A Few Days Longer: [173, 365, 234, 373]
for-sale-banner: FOR SALE.: [367, 60, 415, 70]
swellings-headline: Swellings in the Neck: [257, 67, 301, 80]
ad-tag: MOST PERFECT MADE.: [5, 496, 47, 498]
hoods-body: ▬▬▬ ▬▬ ▬▬▬▬ ▬▬▬ ▬▬ ▬▬▬ ▬▬▬▬ ▬▬ ▬▬▬▬▬ ▬▬ ▬▬▬ ▬▬▬▬ ▬▬ ▬▬▬ ▬▬▬ ▬▬ ▬▬▬▬ ▬▬▬ ▬▬: [256, 155, 302, 175]
column-4-title: AN ODD INCIDENT: [164, 3, 193, 14]
column-4: [155, 2, 202, 208]
ad-brand-line1: DR. PRICE'S: [5, 453, 47, 473]
